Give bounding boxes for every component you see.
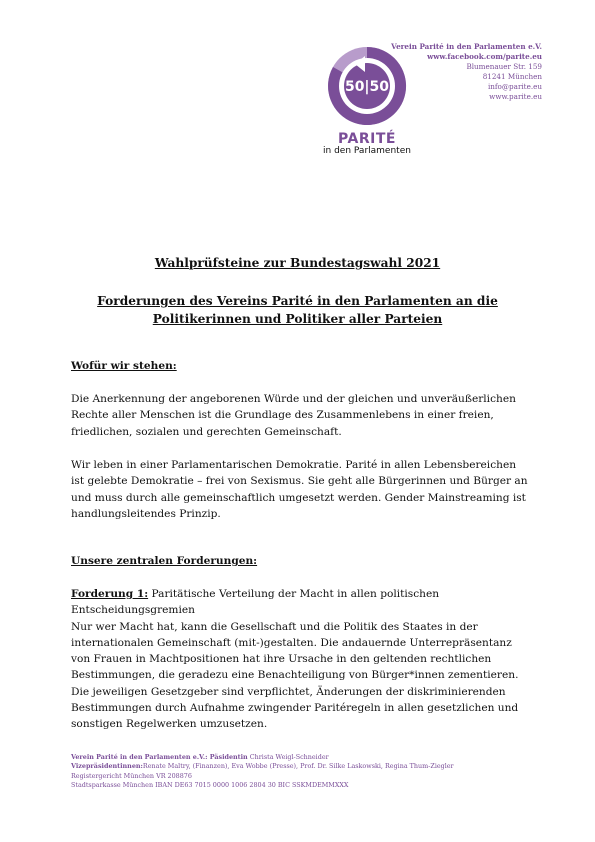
footer-vice: Renate Maltry, (Finanzen), Eva Wobbe (Presse), Prof. Dr. Silke Laskowski, Regina Thum-Ziegler <box>142 762 454 771</box>
web-link[interactable]: www.parite.eu <box>489 92 542 101</box>
footer-president: Christa Weigl-Schneider <box>247 753 329 761</box>
footer-president-label: Verein Parité in den Parlamenten e.V.: Päsidentin <box>71 753 248 761</box>
demand-1-text: Nur wer Macht hat, kann die Gesellschaft und die Politik des Staates in der internationalen Gemeinschaft (mit-)gestalten. Die andauernde Unterrepräsentanz von Frauen in Machtpositionen hat ihre Ursache in den geltenden rechtlichen Bestimmungen, die geradezu eine Benachteiligung von Bürger*innen zementieren. Die jeweiligen Gesetzgeber sind verpflichtet, Änderungen der diskriminierenden Bestimmungen durch Aufnahme zwingender Paritéregeln in allen gesetzlichen und sonstigen Regelwerken umzusetzen. <box>71 620 519 731</box>
city: 81241 München <box>482 72 542 81</box>
parite-logo <box>312 44 422 159</box>
logo-ratio: 50|50 <box>344 79 390 95</box>
demand-1-label: Forderung 1: <box>71 588 149 600</box>
email-link[interactable]: info@parite.eu <box>487 82 542 91</box>
demand-1 <box>71 586 531 733</box>
section-values-heading <box>71 358 531 374</box>
heading-demands: Unsere zentralen Forderungen: <box>71 555 258 567</box>
org-name: Verein Parité in den Parlamenten e.V. <box>391 42 542 51</box>
logo-brand: PARITÉ <box>338 131 396 147</box>
street: Blumenauer Str. 159 <box>466 62 542 71</box>
subtitle <box>0 292 595 328</box>
footer-register: Registergericht München VR 208876 <box>71 771 192 780</box>
facebook-link[interactable]: www.facebook.com/parite.eu <box>427 52 542 61</box>
footer <box>71 753 454 790</box>
paragraph-values-1: Die Anerkennung der angeborenen Würde und der gleichen und unveräußerlichen Rechte aller Menschen ist die Grundlage des Zusammenlebens in einer freien, friedlichen, sozialen und gerechten Gemeinschaft. <box>71 393 516 438</box>
paragraph-values-2: Wir leben in einer Parlamentarischen Demokratie. Parité in allen Lebensbereichen ist gelebte Demokratie – frei von Sexismus. Sie geht alle Bürgerinnen und Bürger an und muss durch alle gemeinschaftlich umgesetzt werden. Gender Mainstreaming ist handlungsleitendes Prinzip. <box>71 459 528 520</box>
footer-bank: Stadtsparkasse München IBAN DE63 7015 0000 1006 2804 30 BIC SSKMDEMMXXX <box>71 780 349 789</box>
subtitle-line-1: Forderungen des Vereins Parité in den Parlamenten an die <box>97 294 498 308</box>
footer-vice-label: Vizepräsidentinnen: <box>71 762 143 771</box>
section-demands-heading <box>71 553 531 569</box>
main-title: Wahlprüfsteine zur Bundestagswahl 2021 <box>154 256 441 270</box>
subtitle-line-2: Politikerinnen und Politiker aller Parteien <box>152 312 443 326</box>
logo-ring-icon <box>325 44 409 128</box>
logo-subtitle: in den Parlamenten <box>323 146 411 156</box>
demand-1-title: Paritätische Verteilung der Macht in allen politischen Entscheidungsgremien <box>71 588 440 617</box>
heading-values: Wofür wir stehen: <box>71 360 177 372</box>
